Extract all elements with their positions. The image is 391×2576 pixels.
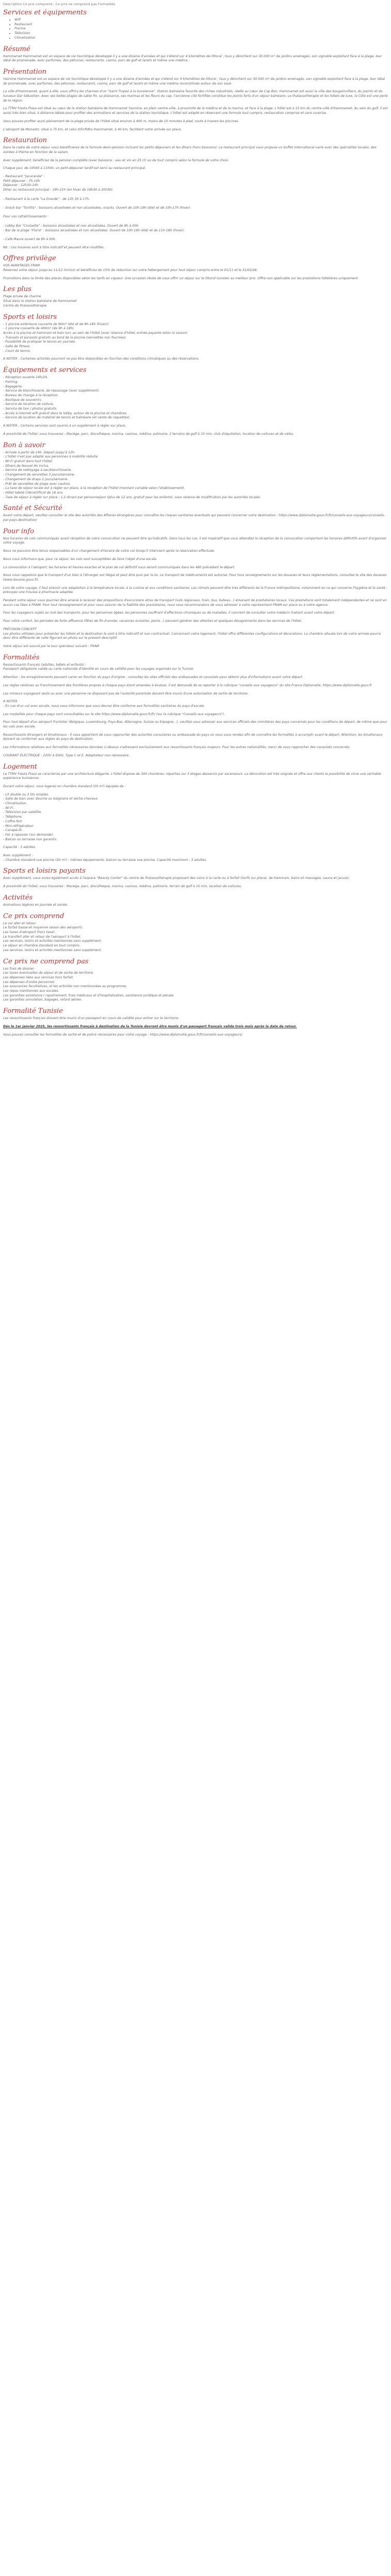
ne-comprend-item: Les assurances facultatives, et les activités non mentionnées au programme. (3, 985, 127, 989)
ne-comprend-item: Les repas mentionnés aux escales. (3, 989, 59, 993)
pour-info-text: Nous vous rappelons que le transport d'un bien à l'étranger est illégal et peut être puni par la loi. Le transport de médicaments est autorisé. Pour tous renseignements sur les douanes et leurs réglementations, consultez le site des douanes (www.douane.gouv.fr). (3, 573, 387, 582)
sports-note: A NOTER : Certaines activités pourront ne pas être disponibles en fonction des conditions climatiques ou des réservations. (3, 357, 200, 361)
logement-item: - Salle de bain avec douche ou baignoire et sèche-cheveux. (3, 797, 99, 801)
section-title-formalites: Formalités (3, 653, 40, 662)
equipements-list (3, 376, 388, 420)
equipement-item: - Bureau de change à la réception. (3, 393, 59, 397)
pour-info-text: Nos horaires de vols communiqués avant réception de votre convocation ne peuvent être qu'indicatifs. Dans tous les cas, il est impératif que vous attendiez la réception de la convocation comportant les horaires définitifs avant d'organiser votre voyage. (3, 536, 387, 545)
formalites-text: Les règles relatives au franchissement des frontières propres à chaque pays étant amenées à évoluer, il est demandé de se reporter à la rubrique "conseils aux voyageurs" du site France Diplomatie. https://www.diplomatie.gouv.fr (3, 683, 372, 687)
restauration-line (3, 233, 388, 238)
sports-item: - Transats et parasols gratuits au bord de la piscine (serviettes non fournies). (3, 335, 127, 340)
restauration-text: Avec supplément, bénéficiez de la pension complète (avec boissons : eau et vin en 25 cl) ou de tout compris selon la formule de votre choix. (3, 158, 230, 162)
section-title-formalite-tunisie: Formalité Tunisie (3, 1007, 63, 1015)
restauration-note: Nb : Ces horaires sont à titre indicatif et peuvent être modifiés. (3, 245, 105, 249)
sante-text: Avant votre départ, veuillez consulter le site des autorités des Affaires étrangères pour connaître les risques sanitaires éventuels qui peuvent concerner votre destination : https://www.diplomatie.gouv.fr/fr/conseils-aux-voyageurs/conseils-par-pays-destination/ (3, 514, 385, 522)
section-title-ne-comprend: Ce prix ne comprend pas (3, 957, 89, 965)
pour-info-text: Pendant votre séjour vous pourriez être amené à recevoir des propositions d'excursions et/ou de transport (vols régionaux, train, bus, bateau...) émanant de prestataires locaux. Ces prestations sont totalement indépendantes et ne sont en aucun cas liées à FRAM. Pour tout renseignement et pour vous assurer de la fiabilité des prestataires, nous vous recommandons de vous adresser à votre représentant FRAM sur place ou à votre agence. (3, 599, 387, 607)
equipement-item: - Parking. (3, 380, 19, 384)
resume-text: Hammamet Hammamet est un espace de vie touristique développé il y a une dizaine d'années et qui s'étend sur 4 kilomètres de littoral ; tous y dénichent sur 30 000 m² de jardins aménagés, son vignoble exploitant face à la plage, leur idéal de promenade, avec parfumes, des pétunias, restaurants, casino, parc de golf et lacets et même une médina... (3, 54, 382, 63)
formalites-text: A NOTER (3, 700, 18, 704)
comprend-item: Le forfait basse et moyenne saison des aéroports. (3, 926, 84, 930)
tabs-breadcrumb: Description Ce prix comprend ; Ce prix ne comprend pas Formalités (3, 2, 116, 6)
logement-item: - Lit double ou 2 lits simples. (3, 792, 50, 796)
formalites-text: Les modalités pour chaque pays sont consultables sur le site https://www.diplomatie.gouv.fr/fr/ (sur la rubrique "Conseils aux voyageurs"). (3, 712, 225, 716)
equipement-item: - Service de location de voiture. (3, 402, 54, 406)
ne-comprend-item: Les garanties annulation, bagages, retard aérien. (3, 998, 83, 1002)
bon-a-savoir-list (3, 451, 388, 500)
restauration-line: - Lobby Bar "Croisette" : boissons alcoolisées et non alcoolisées. Ouvert de 8h à 00h. (3, 224, 139, 228)
comprend-item: Le séjour en chambre standard en tout compris. (3, 944, 80, 948)
offres-text: Promotions dans la limite des places disponibles selon les tarifs en vigueur. Une occasion rêvée de vous offrir un séjour sur le littoral tunisien au meilleur prix. Offre non applicable sur les prestations hôtelières uniquement. (3, 276, 359, 280)
formalites-text: Ressortissants français (adultes, bébés et enfants) : (3, 663, 87, 667)
bon-a-savoir-item: - Hôtel labelé Clé/certificat de 18 ans. (3, 490, 64, 495)
sports-item: - 1 piscine couverte de 400m² (de 9h à 18h). (3, 327, 75, 331)
sports-item: Accès à la piscine et hammam et bain turc au sein de l'hôtel (avec réserve d'hôtel, entrée payante selon la saison). (3, 331, 188, 335)
service-item: • Climatisation (14, 36, 388, 41)
formalites-text: Attention : les enregistrements peuvent varier en fonction du pays d'origine : consultez les sites officiels des ambassades et consulats pour obtenir plus d'informations avant votre départ. (3, 675, 303, 680)
logement-capacity: Capacité : 3 adultes. (3, 845, 36, 850)
precision-text: Votre séjour est assuré par le tour opérateur suivant : FRAM (3, 644, 100, 648)
section-title-sports-payants: Sports et loisirs payants (3, 867, 86, 875)
pour-info-text: Nous ne pouvons être tenus responsables d'un changement d'horaire de votre vol lorsqu'il intervient après la réservation effectuée. (3, 549, 215, 553)
equipements-nearby: À proximité de l'hôtel, vous trouverez : Manège, parc, discothèque, marina, casinos, médina, patinoire, 2 terrains de golf à 10 min, club d'équitation, location de voitures et de vélos. (3, 432, 294, 436)
section-title-activites: Activités (3, 893, 33, 902)
logement-item: - Mini-réfrigérateur. (3, 824, 35, 828)
ne-comprend-item: Les frais de dossier. (3, 967, 35, 971)
logement-item: - Télévision par satellite. (3, 810, 42, 815)
logement-item: - Téléphone. (3, 815, 23, 819)
equipement-item: - Accès à internet wifi gratuit dans le lobby, autour de la piscine et chambres. (3, 411, 127, 415)
equipement-item: - Service de location de matériel de tennis et balnéaire (et vente de raquettes). (3, 416, 131, 420)
restauration-line (3, 201, 388, 206)
bon-a-savoir-item: - Changement de serviettes 3 jours/semaine. (3, 473, 75, 477)
equipement-item: - Service de taxi / photos gratuits. (3, 407, 58, 411)
plus-list (3, 295, 388, 308)
equipement-item: - Boutique de souvenirs. (3, 398, 42, 402)
restauration-line (3, 193, 388, 197)
logement-item: - Balcon ou terrasse non garantis. (3, 837, 57, 841)
restauration-line: Déjeuner : 12h30-14h (3, 183, 39, 188)
sports-item: - Salle de fitness. (3, 345, 31, 349)
equipement-item: - Bagagerie. (3, 384, 23, 388)
formalite-tunisie-text (3, 1025, 388, 1029)
comprend-item: Les taxes d'aéroport (hors taxe). (3, 930, 56, 934)
plus-item: Centre de thalassothérapie (3, 303, 47, 308)
comprend-list (3, 922, 388, 953)
comprend-item: Les services, loisirs et activités mentionnés sans supplément. (3, 939, 102, 943)
comprend-item: Les services, loisirs et activités mentionnés sans supplément. (3, 948, 102, 952)
service-item: • Restaurant (14, 23, 388, 27)
logement-supplement-text: - Chambre standard vue piscine (20 m²) : mêmes équipements, balcon ou terrasse vue piscine. Capacité maximum : 3 adultes. (3, 858, 207, 862)
pour-info-text: Nous vous informons que, pour ce séjour, les vols sont susceptibles de faire l'objet d'une escale. (3, 557, 157, 561)
bon-a-savoir-item: - Arrivée à partir de 14h. Départ jusqu'à 12h. (3, 450, 75, 454)
comprend-item: Le vol aller et retour. (3, 921, 37, 925)
ne-comprend-item: Les dépenses d'ordre personnel. (3, 980, 55, 984)
activites-text: Animations légères en journée et soirée. (3, 903, 68, 907)
pour-info-text: Pour votre confort, les périodes de forte affluence (fêtes de fin d'année, vacances scolaires, ponts...) peuvent générer des attentes et quelques désagréments dans les services de l'hôtel. (3, 619, 302, 623)
restauration-text: Dans le cadre de votre séjour vous bénéficierez de la formule demi-pension incluant les petits-déjeuners et les dîners (hors boissons). Le restaurant principal vous propose un buffet international varié avec des spécialités locales, des soirées à thème en fonction de la saison. (3, 146, 377, 154)
equipement-item: - Réception ouverte 24h/24. (3, 376, 48, 380)
restauration-line: - Café Maure ouvert de 8h à 00h. (3, 237, 56, 241)
section-title-pour-info: Pour info (3, 527, 34, 535)
pour-info-text: Lors de votre voyage, il faut prévoir une adaptation à la température locale, à la cuisine et aux conditions sanitaires. Les climats peuvent être très différents de la France métropolitaine, notamment en ce qui concerne l'hygiène et la santé : prévoyez une trousse à pharmacie adaptée. (3, 586, 388, 595)
ne-comprend-item: Les dépenses liées aux services hors forfait. (3, 975, 74, 979)
product-description (0, 0, 391, 1037)
sports-payants-text: À proximité de l'hôtel, vous trouverez : Manège, parc, discothèque, marina, casinos, médina, patinoire, terrain de golf à 10 min, location de voitures. (3, 885, 242, 889)
presentation-text: Vous pouvez profiter aussi pleinement de la plage privée de l'hôtel situé environ à 400 m, moins de 10 minutes à pied, route à travers les piscines. (3, 119, 239, 123)
logement-supplement: Avec supplément : (3, 854, 33, 858)
logement-item: - Wi-Fi. (3, 806, 14, 810)
logement-text: Le TTMV Fiesta Plaza se caractérise par une architecture élégante. L'hôtel dispose de 300 chambres, réparties sur 3 étages desservis par ascenseurs. La décoration est très soignée et offre aux clients la possibilité de vivre une véritable expérience tunisienne. (3, 772, 381, 781)
section-title-services: Services et équipements (3, 9, 87, 16)
section-title-comprend: Ce prix comprend (3, 912, 64, 920)
precision-title: PRÉCISION CONCEPT (3, 627, 37, 631)
restauration-line: Pour vos rafraîchissements : (3, 215, 48, 219)
section-title-plus: Les plus (3, 285, 31, 294)
service-item: • Wifi (14, 18, 388, 23)
section-title-resume: Résumé (3, 45, 30, 53)
restauration-text: Chaque jour, de 10h00 à 11h00, un petit-déjeuner tardif est servi au restaurant principal. (3, 166, 146, 171)
logement-item: - Canapé-lit. (3, 828, 23, 833)
section-title-sports: Sports et loisirs (3, 313, 57, 321)
formalites-text: Les informations relatives aux formalités nécessaires données ci-dessus s'adressent exclusivement aux ressortissants français majeurs. Pour les autres nationalités, merci de vous rapprocher des consulats concernés. (3, 745, 351, 750)
logement-item: - Fer à repasser (sur demande). (3, 833, 54, 837)
bon-a-savoir-item: - Prêt de serviettes de plage avec caution. (3, 482, 71, 486)
offres-text: Réservez votre séjour jusqu'au 11/12 (inclus) et bénéficiez de 15% de réduction sur votre hébergement pour tout séjour compris entre le 01/11 et le 31/03/26. (3, 268, 258, 273)
restauration-line: - Bar de la plage "Floria" : boissons alcoolisées et non alcoolisées. Ouvert de 10h-19h (été) et de 11h-16h (hiver). (3, 228, 185, 232)
restauration-line (3, 211, 388, 215)
comprend-item: Le transfert aller et retour de l'aéroport à l'hôtel. (3, 935, 82, 939)
restauration-line: Dîner au restaurant principal : 19h-21h (en hiver de 18h30 à 20h30). (3, 188, 114, 192)
offres-subtitle: VOS AVANTAGES FRAM (3, 264, 40, 268)
bon-a-savoir-item: - Dîners de Nouvel An inclus. (3, 464, 50, 468)
sports-item: - 1 piscine extérieure couverte de 90m² (été et de 9h-18h (hiver)). (3, 322, 110, 326)
bon-a-savoir-item: - Changement de draps 2 jours/semaine. (3, 477, 69, 481)
section-title-restauration: Restauration (3, 137, 47, 145)
logement-item: - Coffre-fort. (3, 819, 23, 823)
sports-payants-text: Avec supplément, vous aurez également accès à l'espace "Beauty Center" du centre de thalassothérapie proposant des soins à la carte ou à forfait (tarifs sur place), de hammam, bains et massages, sauna et jacuzzi. (3, 876, 350, 880)
bon-a-savoir-item: - Wi-Fi gratuit dans tout l'hôtel. (3, 460, 53, 463)
service-item: • Piscine (14, 27, 388, 31)
restauration-line: Petit déjeuner : 7h-10h (3, 179, 40, 183)
formalites-text: Passeport obligatoire valide ou carte nationale d'identité en cours de validité pour les voyages organisés sur la Tunisie. (3, 667, 194, 671)
formalites-text: - En cas d'un vol avec escale, nous vous informons que vous devrez être conforme aux formalités sanitaires du pays d'escale. (3, 704, 205, 708)
formalite-tunisie-warning: Dès le 1er janvier 2025, les ressortissants français à destination de la Tunisie devront être munis d'un passeport français valide trois mois après la date de retour. (3, 1024, 297, 1028)
ne-comprend-list (3, 967, 388, 1003)
restauration-line: - Restaurant "Jacaranda" : (3, 175, 45, 179)
bon-a-savoir-item: - Taxe de séjour à régler sur place : 1,2 dinars par personne/jour (plus de 12 ans, gratuit pour les enfants), sous réserve de modification par les autorités locales. (3, 495, 262, 499)
formalite-tunisie-link[interactable]: Vous pouvez consulter les formalités de sortie et de police nécessaires pour votre voyage : https://www.diplomatie.gouv.fr/fr/conseils-aux-voyageurs/ (3, 1032, 242, 1037)
plus-item: Situé dans la station balnéaire de Hammamet (3, 299, 77, 303)
section-title-presentation: Présentation (3, 67, 46, 76)
equipement-item: - Service de blanchisserie, de repassage (avec supplément). (3, 389, 100, 393)
bon-a-savoir-item: - L'hôtel n'est pas adapté aux personnes à mobilité réduite. (3, 455, 99, 459)
sports-item: - Court de tennis. (3, 349, 31, 353)
presentation-text: La TTMV Fiesta Plaza est situé au cœur de la station balnéaire de Hammamet Yasmine, en plein centre-ville, à proximité de la médina et de la marina, et face à la plage. L'hôtel est à 15 km du centre-ville d'Hammamet. Au sein du golf, il est aussi très bien situé, à distance idéale pour profiter des animations et services de la station touristique. L'hôtel est adapté en réservant une formule tout compris, restauration comprise et sans surprise. (3, 107, 388, 115)
formalites-text: Pour tout départ d'un aéroport frontalier (Belgique, Luxembourg, Pays-Bas, Allemagne, Suisse ou Espagne...), veuillez vous adresser aux services officiels des ministères des pays concernés pour les conditions de départ, de même que pour les vols avec escale. (3, 720, 387, 729)
restauration-line: - Restaurant à la carte "La Grande" : de 12h 30 à 17h. (3, 197, 90, 201)
section-title-equipements: Équipements et services (3, 366, 87, 375)
services-list (3, 18, 388, 41)
formalites-text: Ressortissants étrangers et binationaux : Il vous appartient de vous rapprocher des autorités consulaires ou ambassade du pays où vous vous rendez afin de connaître les formalités à accomplir avant le départ. Attention, les binationaux doivent se conformer aux règles du pays de destination. (3, 733, 383, 741)
section-title-offres: Offres privilège (3, 255, 56, 263)
ne-comprend-item: Les garanties assistance / rapatriement, frais médicaux et d'hospitalisation, assistance juridique et pénale. (3, 993, 175, 997)
restauration-line (3, 219, 388, 224)
section-title-bon-a-savoir: Bon à savoir (3, 441, 45, 449)
bon-a-savoir-item: - Service de nettoyage à sec/blanchisserie. (3, 468, 72, 472)
pour-info-text: Pour les voyageurs sujets au mal des transports, pour les personnes âgées, les personnes souffrant d'affections chroniques ou de maladies, il convient de consulter votre médecin traitant avant votre départ. (3, 611, 335, 615)
logement-text: Durant votre séjour, vous logerez en chambre standard (20 m²) équipée de : (3, 784, 126, 788)
equipements-note: A NOTER : Certains services sont soumis à un supplément à régler sur place. (3, 424, 126, 428)
plus-item: Plage privée de charme (3, 295, 41, 299)
section-title-logement: Logement (3, 762, 38, 771)
restauration-hours (3, 175, 388, 242)
pour-info-text: La convocation à l'aéroport, les horaires et heures exactes et le plan de vol définitif vous seront communiqués dans les 48h précédant le départ. (3, 565, 236, 569)
ne-comprend-item: Les taxes éventuelles de séjour et de sortie de territoire. (3, 971, 94, 975)
formalites-text: Les mineurs voyageant seuls ou avec une personne ne disposant pas de l'autorité parentale doivent être munis d'une autorisation de sortie de territoire. (3, 691, 249, 696)
service-item: • Télévision (14, 31, 388, 36)
presentation-text: L'aéroport de Monastir, situé à 75 km, et celui d'Enfidha Hammamet, à 40 km, facilitent votre arrivée sur place. (3, 127, 182, 131)
section-title-sante: Santé et Sécurité (3, 504, 62, 513)
formalite-tunisie-text: Les ressortissants français doivent être munis d'un passeport en cours de validité pour entrer sur le territoire. (3, 1016, 180, 1021)
presentation-text: Yasmine Hammamet est un espace de vie touristique développé il y a une dizaine d'années et qui s'étend sur 4 kilomètres de littoral ; tous y dénichent sur 30 000 m² de jardins aménagés, son vignoble exploitant face à la plage, leur idéal de promenade, avec parfumes, des pétunias, restaurants, casino, parc de golf et lacets et même une médina reconstituée autour de son souk. (3, 77, 385, 86)
restauration-line: - Snack bar "Tortilla" : boissons alcoolisées et non alcoolisées, snacks. Ouvert de 10h-19h (été) et de 10h-17h (hiver). (3, 206, 191, 210)
logement-equipment-list (3, 793, 388, 842)
bon-a-savoir-item: - La taxe de séjour locale est à régler sur place, à la réception de l'hôtel (montant variable selon l'établissement). (3, 486, 185, 490)
sports-item: - Possibilité de pratiquer le tennis en journée. (3, 340, 76, 344)
presentation-text: La ville d'Hammamet, quant à elle, vous offrira les charmes d'un "Saint Tropez à la tunisienne". Station balnéaire favorite des riches industriels, réelle au cœur de Cap Bon. Hammamet est aussi la ville des bougainvilliers, du jasmin et du luxueux Dar Sébastien. Avec ses belles plages de sable fin, sa plaisance, ses marinas et les fleurs du cap, l'ancienne cité fortifiée constitue les points forts d'un séjour balnéaire. Le thalassothérapie et les hôtels de luxe, la Côte est une perle de la région. (3, 90, 388, 103)
logement-item: - Climatisation. (3, 802, 27, 806)
precision-text: Les photos utilisées pour présenter les hôtels et la destination le sont à titre indicatif et non contractuel. Concernant votre logement, l'hôtel offre différentes configurations et décorations. La chambre allouée lors de votre arrivée pourra donc être différente de celle figurant en photo sur le présent descriptif. (3, 632, 381, 640)
sports-list (3, 323, 388, 354)
formalites-text: COURANT ÉLECTRIQUE : 220V à 50Hz. Type C et E. Adaptateur non nécessaire. (3, 753, 130, 757)
